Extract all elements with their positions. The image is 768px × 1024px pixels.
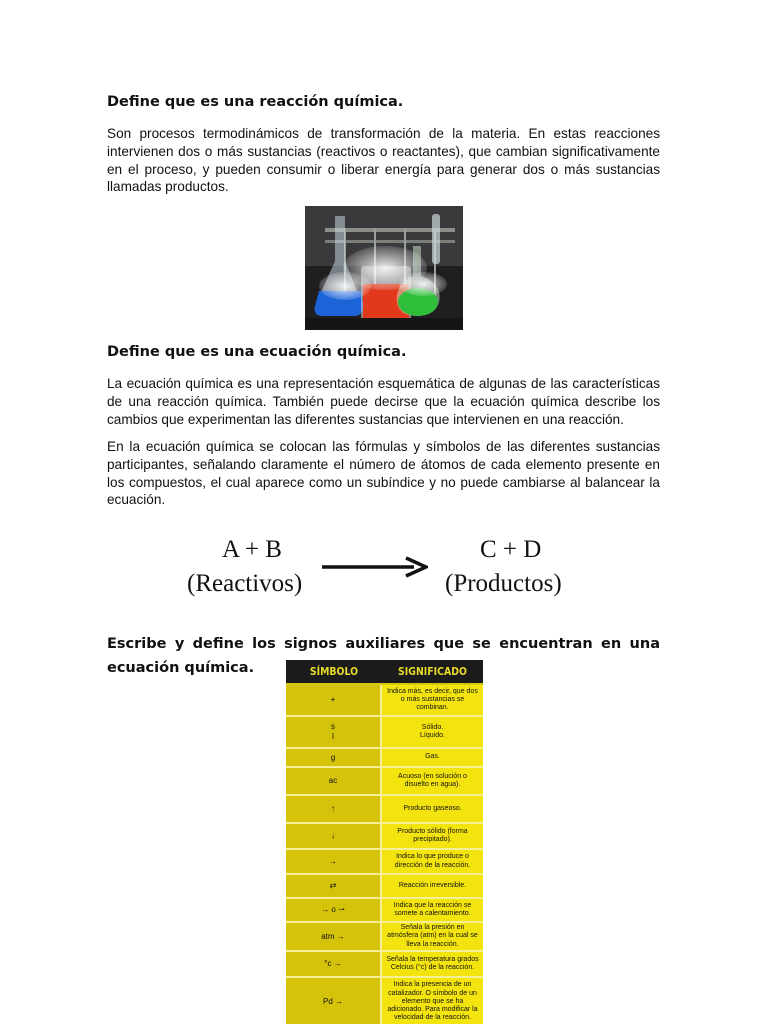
row-meaning: Indica lo que produce o dirección de la reacción. <box>382 850 483 873</box>
row-symbol: ac <box>286 768 382 794</box>
row-meaning: Gas. <box>382 749 483 766</box>
table-row <box>286 875 483 899</box>
table-row <box>286 850 483 875</box>
table-row <box>286 978 483 1024</box>
paragraph-ecuacion-1: La ecuación química es una representación esquemática de algunas de las características de una reacción química. También puede decirse que la ecuación química describe los cambios que experimentan las diferentes sustancias que intervienen en una reacción. <box>107 376 660 427</box>
row-meaning: Acuoso (en solución o disuelto en agua). <box>382 768 483 794</box>
table-row <box>286 717 483 749</box>
row-meaning: Reacción irreversible. <box>382 875 483 897</box>
row-symbol: atm → <box>286 923 382 950</box>
reaction-arrow-icon <box>322 556 428 578</box>
row-symbol: → <box>286 850 382 873</box>
table-row <box>286 768 483 796</box>
table-row <box>286 952 483 978</box>
row-symbol: g <box>286 749 382 766</box>
row-symbol: ↓ <box>286 824 382 848</box>
table-header <box>286 660 483 683</box>
row-meaning: Señala la presión en atmósfera (atm) en la cual se lleva la reacción. <box>382 923 483 950</box>
row-symbol: s l <box>286 717 382 747</box>
chemical-equation-diagram <box>107 530 660 610</box>
table-row <box>286 685 483 717</box>
table-row <box>286 796 483 824</box>
header-meaning: SIGNIFICADO <box>398 665 467 678</box>
table-row <box>286 749 483 768</box>
row-symbol: ⇄ <box>286 875 382 897</box>
heading-signos: Escribe y define los signos auxiliares que se encuentran en una ecuación química. <box>107 636 660 676</box>
auxiliary-signs-table <box>286 660 483 1024</box>
heading-reaccion: Define que es una reacción química. <box>107 94 404 110</box>
row-symbol: °c → <box>286 952 382 976</box>
header-symbol: SÍMBOLO <box>309 665 359 678</box>
row-meaning: Sólido. Líquido. <box>382 717 483 747</box>
paragraph-ecuacion-2: En la ecuación química se colocan las fórmulas y símbolos de las diferentes sustancias participantes, señalando claramente el número de átomos de cada elemento presente en los compuestos, el cual aparece como un subíndice y no puede cambiarse al balancear la ecuación. <box>107 439 660 508</box>
equation-products-label: (Productos) <box>445 570 562 597</box>
row-meaning: Producto sólido (forma precipitado). <box>382 824 483 848</box>
row-symbol: + <box>286 685 382 715</box>
lab-flasks-photo <box>305 206 463 330</box>
table-row <box>286 899 483 923</box>
paragraph-reaccion: Son procesos termodinámicos de transformación de la materia. En estas reacciones intervienen dos o más sustancias (reactivos o reactantes), que cambian significativamente en el proceso, y pueden consumir o liberar energía para generar dos o más sustancias llamadas productos. <box>107 126 660 195</box>
row-meaning: Indica que la reacción se somete a calentamiento. <box>382 899 483 921</box>
heading-ecuacion: Define que es una ecuación química. <box>107 344 407 360</box>
row-symbol: → o ⇀ <box>286 899 382 921</box>
equation-reactants-label: (Reactivos) <box>187 570 303 597</box>
equation-reactants: A + B <box>222 536 282 563</box>
row-meaning: Producto gaseoso. <box>382 796 483 822</box>
row-symbol: Pd → <box>286 978 382 1024</box>
row-meaning: Indica la presencia de un catalizador. O símbolo de un elemento que se ha adicionado. Para modificar la velocidad de la reacción. <box>382 978 483 1024</box>
row-meaning: Indica más, es decir, que dos o más sustancias se combinan. <box>382 685 483 715</box>
row-meaning: Señala la temperatura grados Celcius (°c) de la reacción. <box>382 952 483 976</box>
row-symbol: ↑ <box>286 796 382 822</box>
table-row <box>286 923 483 952</box>
equation-products: C + D <box>480 536 542 563</box>
table-row <box>286 824 483 850</box>
